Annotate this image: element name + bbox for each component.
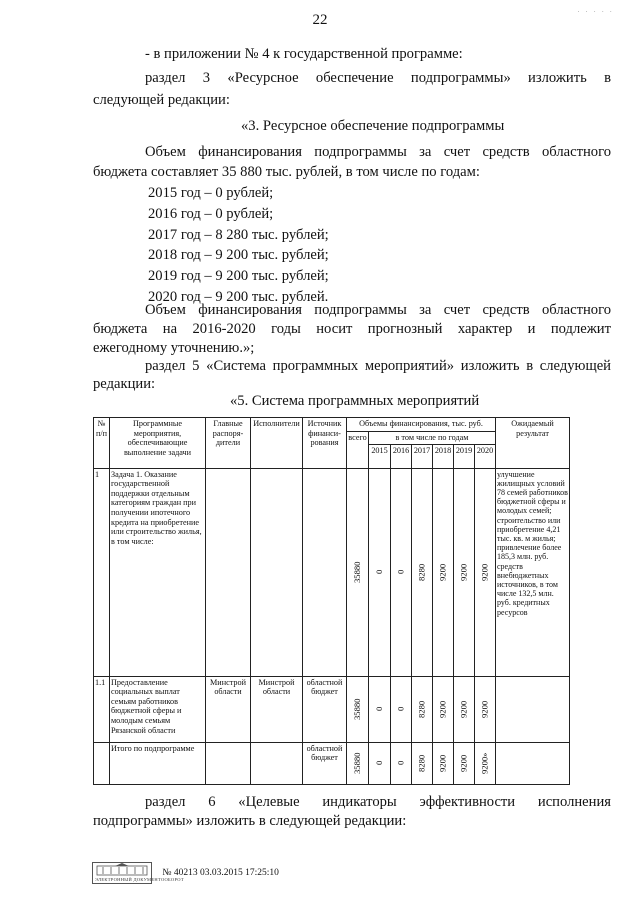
paragraph-forecast-line1: Объем финансирования подпрограммы за счет средств областного (145, 302, 611, 318)
row-num (94, 742, 110, 784)
program-measures-table (93, 417, 570, 785)
row-source: областной бюджет (303, 742, 347, 784)
row-num: 1 (94, 468, 110, 676)
header-executors: Исполнители (251, 418, 303, 469)
row-value-2018: 9200 (433, 468, 454, 676)
year-2016: 2016 год – 0 рублей; (148, 206, 274, 222)
paragraph-appendix: - в приложении № 4 к государственной программе: (145, 46, 463, 62)
year-2020: 2020 год – 9 200 тыс. рублей. (148, 289, 329, 305)
year-2015: 2015 год – 0 рублей; (148, 185, 274, 201)
row-source: областной бюджет (303, 676, 347, 742)
row-value-2018: 9200 (433, 676, 454, 742)
corner-marks: · · · · · (577, 8, 614, 16)
header-year: 2016 (391, 444, 412, 468)
row-value-2020: 9200 (475, 468, 496, 676)
footer-stamp (92, 862, 279, 884)
header-num: № п/п (94, 418, 110, 469)
paragraph-section5-line2: редакции: (93, 376, 156, 392)
row-measure: Итого по подпрограмме (110, 742, 206, 784)
row-total: 35880 (347, 676, 369, 742)
paragraph-section5-line1: раздел 5 «Система программных мероприятий» изложить в следующей (145, 358, 611, 374)
row-executor: Минстрой области (251, 676, 303, 742)
header-including: в том числе по годам (369, 432, 496, 445)
row-value-2019: 9200 (454, 468, 475, 676)
document-registration: № 40213 03.03.2015 17:25:10 (162, 868, 279, 879)
table-row (94, 676, 570, 742)
paragraph-funding-line2: бюджета составляет 35 880 тыс. рублей, в том числе по годам: (93, 164, 480, 180)
row-value-2020: 9200» (475, 742, 496, 784)
row-value-2019: 9200 (454, 676, 475, 742)
paragraph-section6-line1: раздел 6 «Целевые индикаторы эффективности исполнения (145, 794, 611, 810)
edo-logo (92, 862, 184, 884)
header-year: 2020 (475, 444, 496, 468)
year-2018: 2018 год – 9 200 тыс. рублей; (148, 247, 329, 263)
paragraph-funding-line1: Объем финансирования подпрограммы за счет средств областного (145, 144, 611, 160)
row-value-2019: 9200 (454, 742, 475, 784)
header-year: 2017 (412, 444, 433, 468)
row-measure: Предоставление социальных выплат семьям работников бюджетной сферы и молодым семьям Рязанской области (110, 676, 206, 742)
row-value-2018: 9200 (433, 742, 454, 784)
row-manager (206, 742, 251, 784)
paragraph-forecast-line2: бюджета на 2016-2020 годы носит прогнозный характер и подлежит (93, 321, 611, 337)
row-value-2016: 0 (391, 742, 412, 784)
paragraph-section6-line2: подпрограммы» изложить в следующей редакции: (93, 813, 407, 829)
row-value-2016: 0 (391, 468, 412, 676)
year-2017: 2017 год – 8 280 тыс. рублей; (148, 227, 329, 243)
heading-section3: «3. Ресурсное обеспечение подпрограммы (241, 118, 505, 134)
header-result: Ожидаемый результат (496, 418, 570, 469)
row-result (496, 742, 570, 784)
edo-logo-text: ЭЛЕКТРОННЫЙ ДОКУМЕНТООБОРОТ (95, 877, 184, 882)
header-volumes: Объемы финансирования, тыс. руб. (347, 418, 496, 432)
row-source (303, 468, 347, 676)
row-value-2017: 8280 (412, 742, 433, 784)
row-manager (206, 468, 251, 676)
paragraph-section3-line1: раздел 3 «Ресурсное обеспечение подпрограммы» изложить в (145, 70, 611, 86)
row-value-2015: 0 (369, 468, 391, 676)
page-number: 22 (312, 12, 328, 28)
heading-section5: «5. Система программных мероприятий (230, 393, 480, 409)
header-total: всего (347, 432, 369, 469)
table-row (94, 468, 570, 676)
row-executor (251, 742, 303, 784)
row-value-2017: 8280 (412, 468, 433, 676)
paragraph-section3-line2: следующей редакции: (93, 92, 230, 108)
row-num: 1.1 (94, 676, 110, 742)
paragraph-forecast-line3: ежегодному уточнению.»; (93, 340, 255, 356)
row-value-2017: 8280 (412, 676, 433, 742)
header-measures: Программные мероприятия, обеспечивающие выполнение задачи (110, 418, 206, 469)
row-total: 35880 (347, 742, 369, 784)
row-value-2015: 0 (369, 742, 391, 784)
header-source: Источник финанси-рования (303, 418, 347, 469)
row-result (496, 676, 570, 742)
row-total: 35880 (347, 468, 369, 676)
row-result: улучшение жилищных условий 78 семей работников бюджетной сферы и молодых семей; строительство или приобретение 4,21 тыс. кв. м жилья; привлечение более 185,3 млн. руб. средств внебюджетных источников, в том числе 132,5 млн. руб. кредитных ресурсов (496, 468, 570, 676)
row-value-2015: 0 (369, 676, 391, 742)
row-executor (251, 468, 303, 676)
row-manager: Минстрой области (206, 676, 251, 742)
header-year: 2018 (433, 444, 454, 468)
row-measure: Задача 1. Оказание государственной поддержки отдельным категориям граждан при получении ипотечного кредита на приобретение или строительство жилья, в том числе: (110, 468, 206, 676)
table-row (94, 742, 570, 784)
header-year: 2015 (369, 444, 391, 468)
row-value-2020: 9200 (475, 676, 496, 742)
header-managers: Главные распоря-дители (206, 418, 251, 469)
header-year: 2019 (454, 444, 475, 468)
row-value-2016: 0 (391, 676, 412, 742)
year-2019: 2019 год – 9 200 тыс. рублей; (148, 268, 329, 284)
